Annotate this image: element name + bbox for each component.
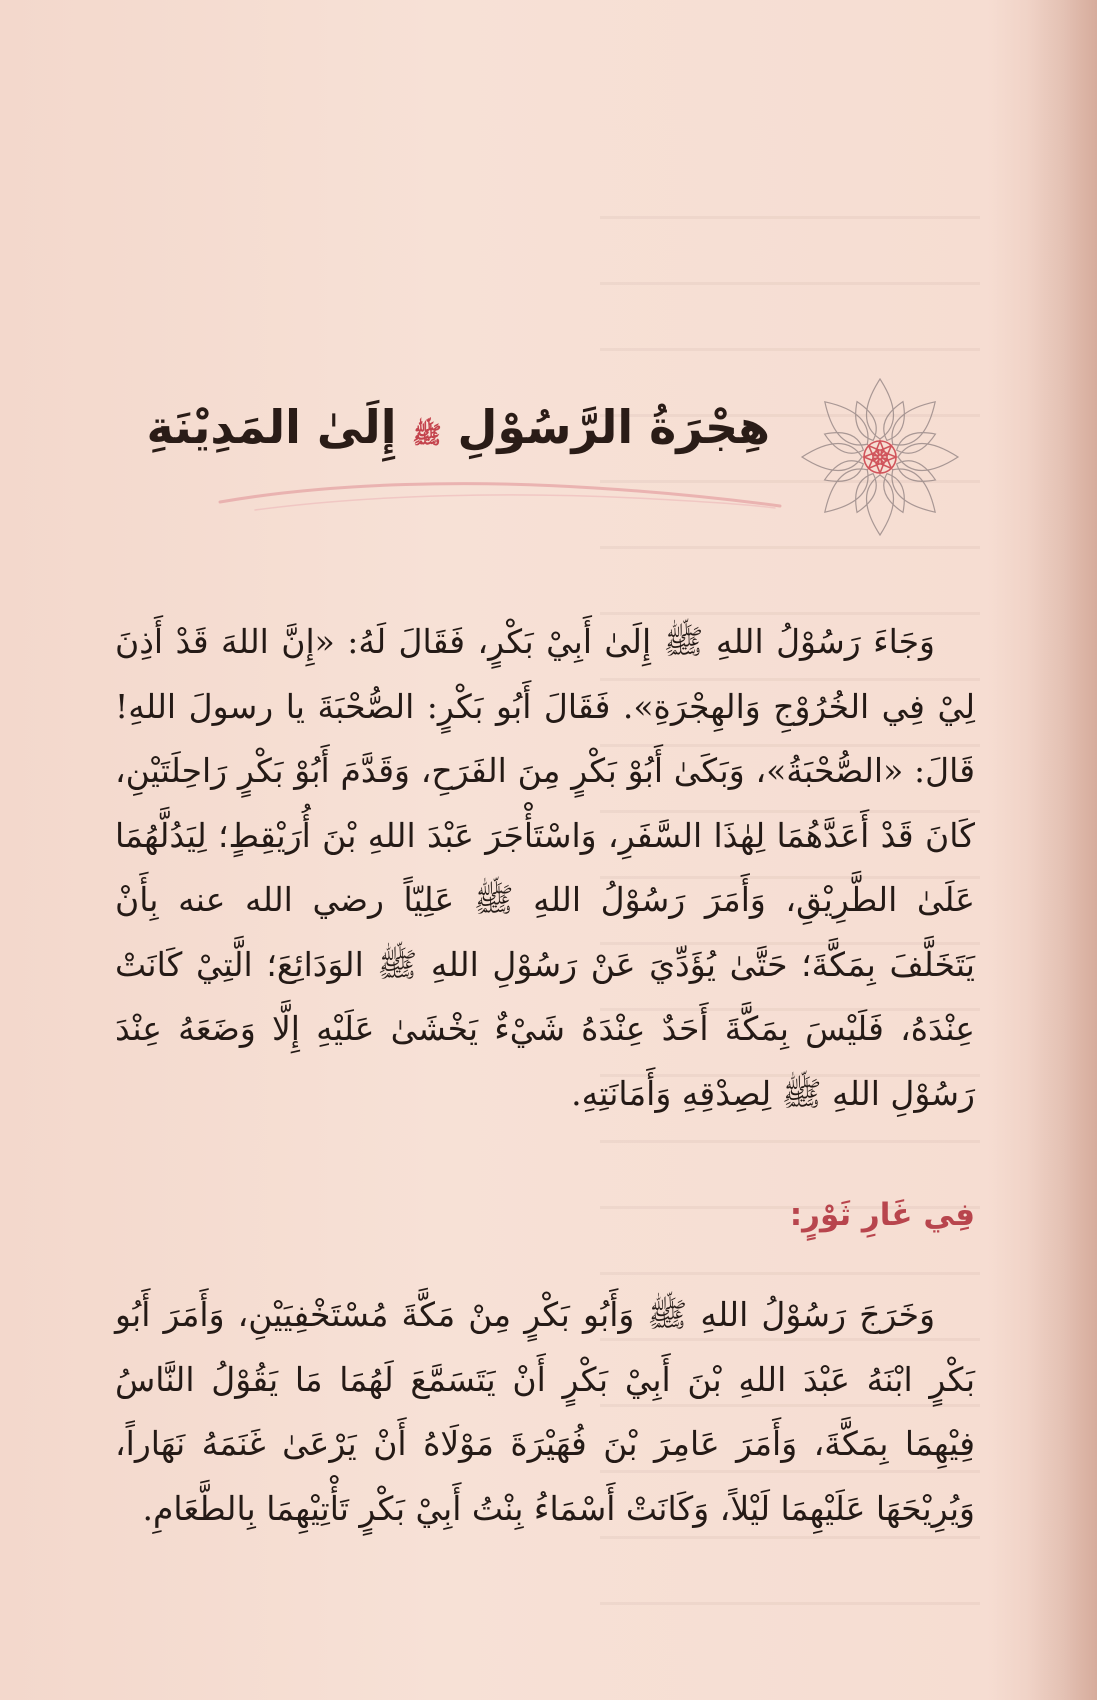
paragraph-text: وَخَرَجَ رَسُوْلُ اللهِ ﷺ وَأَبُو بَكْرٍ مِنْ مَكَّةَ مُسْتَخْفِيَيْنِ، وَأَمَرَ أَبُو بَكْرٍ ابْنَهُ عَبْدَ اللهِ بْنَ أَبِيْ بَكْرٍ أَنْ يَتَسَمَّعَ لَهُمَا مَا يَقُوْلُ النَّاسُ فِيْهِمَا بِمَكَّةَ، وَأَمَرَ عَامِرَ بْنَ فُهَيْرَةَ مَوْلَاهُ أَنْ يَرْعَىٰ غَنَمَهُ نَهَاراً، وَيُرِيْحَهَا عَلَيْهِمَا لَيْلاً، وَكَانَتْ أَسْمَاءُ بِنْتُ أَبِيْ بَكْرٍ تَأْتِيْهِمَا بِالطَّعَامِ. bbox=[115, 1295, 975, 1528]
section-subheading: فِي غَارِ ثَوْرٍ: bbox=[789, 1197, 975, 1233]
chapter-title bbox=[146, 400, 770, 455]
paragraph-text: وَجَاءَ رَسُوْلُ اللهِ ﷺ إِلَىٰ أَبِيْ بَكْرٍ، فَقَالَ لَهُ: «إِنَّ اللهَ قَدْ أَذِنَ لِيْ فِي الخُرُوْجِ وَالهِجْرَةِ». فَقَالَ أَبُو بَكْرٍ: الصُّحْبَةَ يا رسولَ اللهِ! قَالَ: «الصُّحْبَةُ»، وَبَكَىٰ أَبُوْ بَكْرٍ مِنَ الفَرَحِ، وَقَدَّمَ أَبُوْ بَكْرٍ رَاحِلَتَيْنِ، كَانَ قَدْ أَعَدَّهُمَا لِهٰذَا السَّفَرِ، وَاسْتَأْجَرَ عَبْدَ اللهِ بْنَ أُرَيْقِطٍ؛ لِيَدُلَّهُمَا عَلَىٰ الطَّرِيْقِ، وَأَمَرَ رَسُوْلُ اللهِ ﷺ عَلِيّاً رضي الله عنه بِأَنْ يَتَخَلَّفَ بِمَكَّةَ؛ حَتَّىٰ يُؤَدِّيَ عَنْ رَسُوْلِ اللهِ ﷺ الوَدَائِعَ؛ الَّتِيْ كَانَتْ عِنْدَهُ، فَلَيْسَ بِمَكَّةَ أَحَدٌ عِنْدَهُ شَيْءٌ يَخْشَىٰ عَلَيْهِ إِلَّا وَضَعَهُ عِنْدَ رَسُوْلِ اللهِ ﷺ لِصِدْقِهِ وَأَمَانَتِهِ. bbox=[115, 622, 975, 1113]
star-rosette-ornament-icon bbox=[800, 372, 960, 542]
honorific-glyph: ﷺ bbox=[412, 421, 442, 449]
chapter-title-rest: إِلَىٰ المَدِيْنَةِ bbox=[146, 400, 397, 454]
paragraph-cave-thawr bbox=[115, 1283, 975, 1541]
title-swash-divider bbox=[215, 480, 785, 520]
paragraph-hijra-preparation bbox=[115, 610, 975, 1126]
page-edge-shadow bbox=[1027, 0, 1097, 1700]
chapter-title-main: هِجْرَةُ الرَّسُوْلِ bbox=[457, 400, 770, 454]
